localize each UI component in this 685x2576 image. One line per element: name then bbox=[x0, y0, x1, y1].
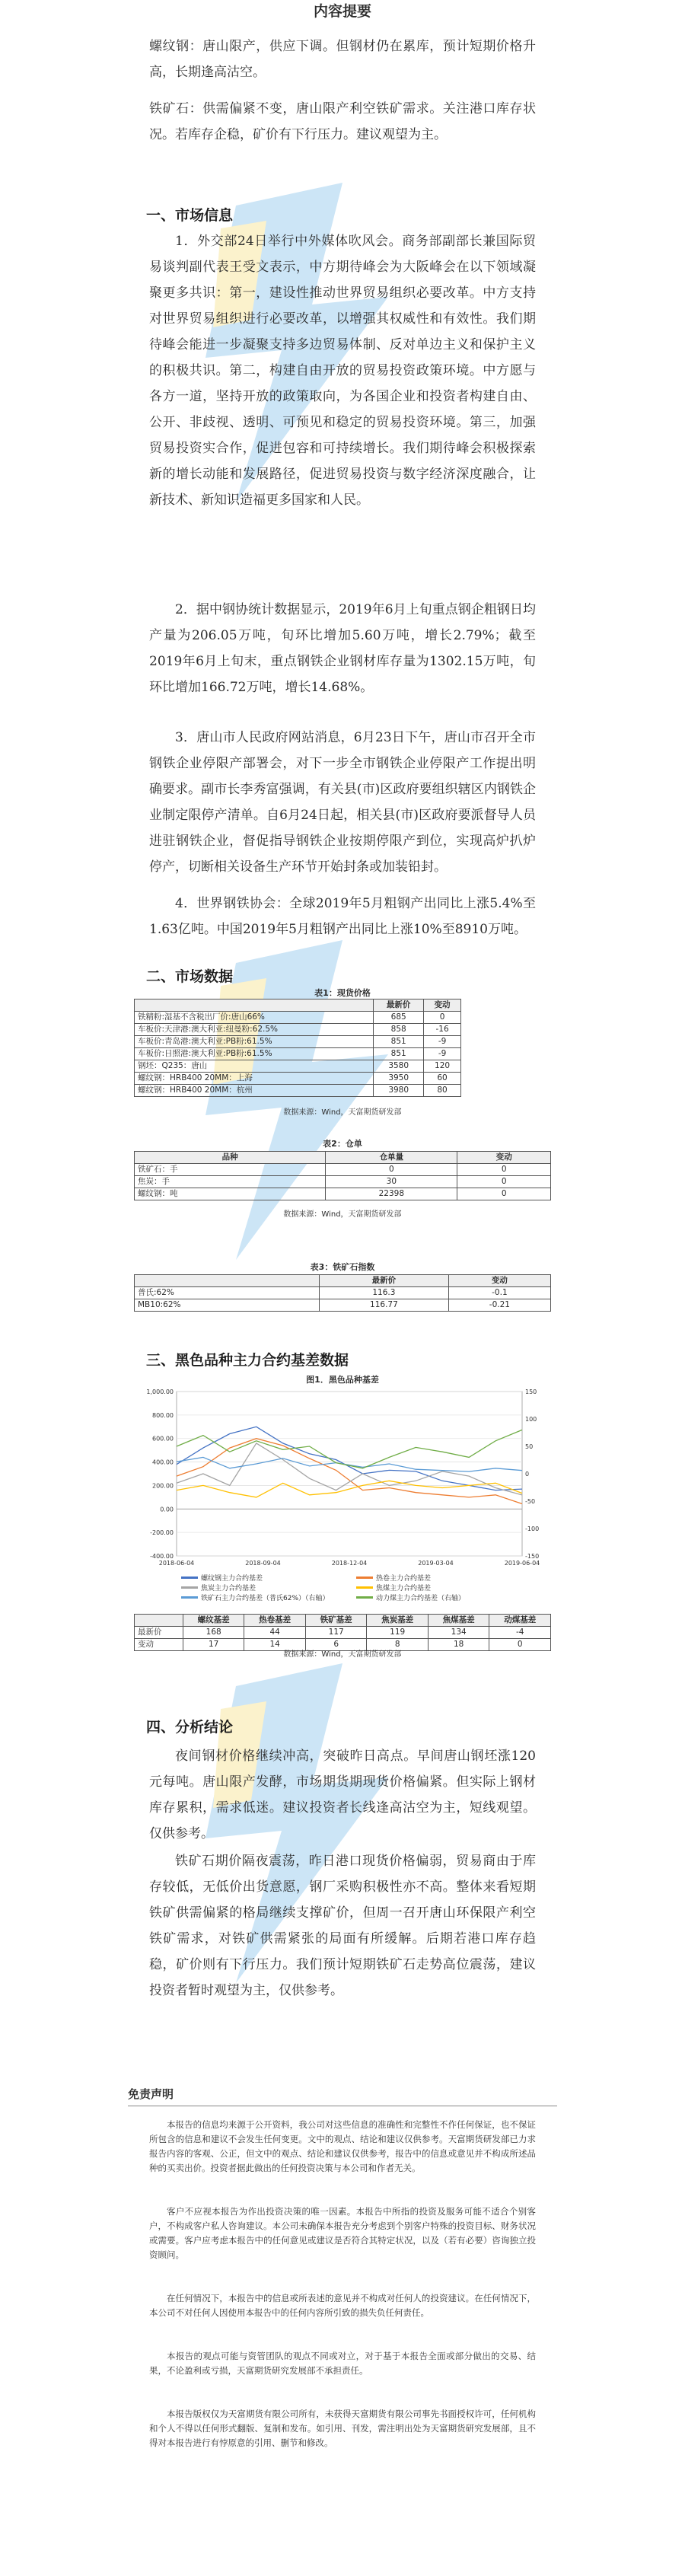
table-cell: 851 bbox=[374, 1036, 424, 1048]
y-tick-label-left: 0.00 bbox=[160, 1506, 174, 1513]
table-cell: 3580 bbox=[374, 1060, 424, 1073]
conclusion-p1: 夜间钢材价格继续冲高，突破昨日高点。早间唐山钢坯涨120元每吨。唐山限产发酵，市场期货期现货价格偏紧。但实际上钢材库存累积，需求低迷。建议投资者长线逢高沽空为主，短线观望。仅供参考。 bbox=[149, 1749, 536, 1841]
table-header-cell bbox=[135, 999, 374, 1012]
table-cell: 车板价:青岛港:澳大利亚:PB粉:61.5% bbox=[135, 1036, 374, 1048]
y-tick-label-left: 400.00 bbox=[152, 1459, 174, 1466]
table-cell: 0 bbox=[424, 1012, 461, 1024]
x-tick-label: 2019-06-04 bbox=[504, 1560, 540, 1567]
table-header-cell: 最新价 bbox=[320, 1275, 449, 1287]
table-cell: 14 bbox=[244, 1639, 306, 1651]
table-cell: 168 bbox=[183, 1627, 244, 1639]
y-tick-label-right: 0 bbox=[525, 1471, 530, 1478]
table-cell: 最新价 bbox=[135, 1627, 183, 1639]
table-header-cell: 品种 bbox=[135, 1152, 326, 1164]
table-cell: 车板价:日照港:澳大利亚:PB粉:61.5% bbox=[135, 1048, 374, 1060]
summary-title: 内容提要 bbox=[313, 3, 371, 20]
table-cell: 钢坯：Q235：唐山 bbox=[135, 1060, 374, 1073]
legend-label: 焦炭主力合约基差 bbox=[201, 1585, 256, 1592]
y-tick-label-left: -400.00 bbox=[150, 1553, 174, 1560]
table-row bbox=[135, 1287, 551, 1299]
legend-item bbox=[356, 1573, 431, 1583]
table-row bbox=[135, 1299, 551, 1312]
table-cell: 3950 bbox=[374, 1073, 424, 1085]
table-cell: 22398 bbox=[326, 1188, 457, 1200]
table-row bbox=[135, 1024, 461, 1036]
disclaimer-p4: 本报告的观点可能与资管团队的观点不同或对立，对于基于本报告全面或部分做出的交易、结果，不论盈利或亏损，天富期货研究发展部不承担责任。 bbox=[149, 2351, 536, 2376]
warrant-table bbox=[134, 1151, 551, 1200]
table-row bbox=[135, 1627, 551, 1639]
table-cell: 焦炭：手 bbox=[135, 1176, 326, 1188]
table-cell: 44 bbox=[244, 1627, 306, 1639]
table-row bbox=[135, 1085, 461, 1097]
table-header-row bbox=[135, 1275, 551, 1287]
table-header-cell: 变动 bbox=[457, 1152, 551, 1164]
y-tick-label-left: 600.00 bbox=[152, 1435, 174, 1443]
y-tick-label-right: 50 bbox=[525, 1443, 534, 1450]
table-cell: 30 bbox=[326, 1176, 457, 1188]
table-cell: 0 bbox=[489, 1639, 551, 1651]
market-info-p2: 2．据中钢协统计数据显示，2019年6月上旬重点钢企粗钢日均产量为206.05万吨，旬环比增加5.60万吨，增长2.79%；截至2019年6月上旬末，重点钢铁企业钢材库存量为1302.15万吨，旬环比增加166.72万吨，增长14.68%。 bbox=[149, 602, 536, 695]
disclaimer-p2: 客户不应视本报告为作出投资决策的唯一因素。本报告中所指的投资及服务可能不适合个别客户，不构成客户私人咨询建议。本公司未确保本报告充分考虑到个别客户特殊的投资目标、财务状况或需要。客户应考虑本报告中的任何意见或建议是否符合其特定状况，以及（若有必要）咨询独立投资顾问。 bbox=[149, 2206, 536, 2260]
x-tick-label: 2018-09-04 bbox=[245, 1560, 281, 1567]
table-cell: 变动 bbox=[135, 1639, 183, 1651]
table-header-cell bbox=[135, 1275, 320, 1287]
table-cell: 60 bbox=[424, 1073, 461, 1085]
basis-table-source: 数据来源：Wind，天富期货研发部 bbox=[283, 1650, 402, 1659]
table-cell: 0 bbox=[457, 1176, 551, 1188]
y-tick-label-left: 200.00 bbox=[152, 1482, 174, 1490]
table-cell: 螺纹钢：HRB400 20MM：上海 bbox=[135, 1073, 374, 1085]
table-cell: 0 bbox=[326, 1164, 457, 1176]
legend-swatch bbox=[356, 1596, 373, 1599]
spot-price-table bbox=[134, 999, 461, 1097]
x-tick-label: 2018-12-04 bbox=[331, 1560, 368, 1567]
table-cell: 116.77 bbox=[320, 1299, 449, 1312]
section-basis: 三、黑色品种主力合约基差数据 bbox=[146, 1352, 349, 1369]
table-row bbox=[135, 1048, 461, 1060]
table-cell: 6 bbox=[305, 1639, 367, 1651]
table-header-cell: 动煤基差 bbox=[489, 1615, 551, 1627]
y-tick-label-left: 1,000.00 bbox=[146, 1388, 174, 1395]
y-tick-label-left: 800.00 bbox=[152, 1411, 174, 1419]
legend-item bbox=[181, 1592, 330, 1602]
table-cell: 0 bbox=[457, 1188, 551, 1200]
legend-item bbox=[356, 1592, 465, 1602]
table-header-cell: 变动 bbox=[448, 1275, 550, 1287]
table-row bbox=[135, 1036, 461, 1048]
table-cell: -16 bbox=[424, 1024, 461, 1036]
table1-source: 数据来源：Wind，天富期货研发部 bbox=[283, 1108, 402, 1117]
table-header-cell: 热卷基差 bbox=[244, 1615, 306, 1627]
table2-source: 数据来源：Wind，天富期货研发部 bbox=[283, 1210, 402, 1219]
table-header-cell: 仓单量 bbox=[326, 1152, 457, 1164]
table-cell: 18 bbox=[428, 1639, 489, 1651]
table-cell: 685 bbox=[374, 1012, 424, 1024]
table-cell: 0 bbox=[457, 1164, 551, 1176]
legend-label: 螺纹钢主力合约基差 bbox=[201, 1575, 263, 1583]
table-cell: -4 bbox=[489, 1627, 551, 1639]
table-row bbox=[135, 1060, 461, 1073]
market-info-p4: 4．世界钢铁协会：全球2019年5月粗钢产出同比上涨5.4%至1.63亿吨。中国2019年5月粗钢产出同比上涨10%至8910万吨。 bbox=[149, 896, 536, 937]
table-header-row bbox=[135, 1615, 551, 1627]
table-cell: 117 bbox=[305, 1627, 367, 1639]
basis-summary-table bbox=[134, 1614, 551, 1651]
table-header-cell: 焦炭基差 bbox=[367, 1615, 429, 1627]
y-tick-label-right: -100 bbox=[525, 1526, 540, 1532]
legend-swatch bbox=[356, 1577, 373, 1579]
legend-swatch bbox=[181, 1577, 198, 1579]
table-cell: -0.21 bbox=[448, 1299, 550, 1312]
legend-label: 铁矿石主力合约基差（普氏62%）（右轴） bbox=[201, 1595, 330, 1602]
legend-item bbox=[356, 1583, 431, 1592]
table-cell: 螺纹钢：吨 bbox=[135, 1188, 326, 1200]
table-cell: 铁矿石：手 bbox=[135, 1164, 326, 1176]
x-tick-label: 2018-06-04 bbox=[158, 1560, 195, 1567]
table-header-row bbox=[135, 999, 461, 1012]
disclaimer-title: 免责声明 bbox=[128, 2087, 174, 2101]
y-tick-label-left: -200.00 bbox=[150, 1529, 174, 1537]
table-cell: 119 bbox=[367, 1627, 429, 1639]
table-row bbox=[135, 1176, 551, 1188]
market-info-p1: 1．外交部24日举行中外媒体吹风会。商务部副部长兼国际贸易谈判副代表王受文表示，中方期待峰会为大阪峰会在以下领域凝聚更多共识：第一，建设性推动世界贸易组织必要改革。中方支持对世界贸易组织进行必要改革，以增强其权威性和有效性。我们期待峰会能进一步凝聚支持多边贸易体制、反对单边主义和保护主义的积极共识。第二，构建自由开放的贸易投资政策环境。中方愿与各方一道，坚持开放的政策取向，为各国企业和投资者构建自由、公开、非歧视、透明、可预见和稳定的贸易投资环境。第三，加强贸易投资实合作，促进包容和可持续增长。我们期待峰会积极探索新的增长动能和发展路径，促进贸易投资与数字经济深度融合，让新技术、新知识造福更多国家和人民。 bbox=[149, 234, 536, 508]
table1-caption: 表1：现货价格 bbox=[314, 988, 371, 998]
table-row bbox=[135, 1188, 551, 1200]
table3-caption: 表3：铁矿石指数 bbox=[310, 1262, 375, 1272]
table-cell: 螺纹钢：HRB400 20MM：杭州 bbox=[135, 1085, 374, 1097]
table-cell: 134 bbox=[428, 1627, 489, 1639]
legend-swatch bbox=[181, 1596, 198, 1599]
table-cell: 851 bbox=[374, 1048, 424, 1060]
table-cell: 120 bbox=[424, 1060, 461, 1073]
summary-iron-ore: 铁矿石：供需偏紧不变，唐山限产利空铁矿需求。关注港口库存状况。若库存企稳，矿价有下行压力。建议观望为主。 bbox=[149, 101, 536, 142]
table-cell: 8 bbox=[367, 1639, 429, 1651]
table-cell: -9 bbox=[424, 1036, 461, 1048]
disclaimer-p3: 在任何情况下，本报告中的信息或所表述的意见并不构成对任何人的投资建议。在任何情况下，本公司不对任何人因使用本报告中的任何内容所引致的损失负任何责任。 bbox=[149, 2293, 536, 2318]
section-conclusion: 四、分析结论 bbox=[146, 1719, 234, 1736]
x-tick-label: 2019-03-04 bbox=[418, 1560, 454, 1567]
table-row bbox=[135, 1073, 461, 1085]
table-cell: 858 bbox=[374, 1024, 424, 1036]
table-header-cell bbox=[135, 1615, 183, 1627]
table-header-cell: 铁矿基差 bbox=[305, 1615, 367, 1627]
y-tick-label-right: -150 bbox=[525, 1553, 540, 1560]
conclusion-p2: 铁矿石期价隔夜震荡，昨日港口现货价格偏弱，贸易商由于库存较低，无低价出货意愿，钢厂采购积极性亦不高。整体来看短期铁矿供需偏紧的格局继续支撑矿价，但周一召开唐山环保限产利空铁矿需求，对铁矿供需紧张的局面有所缓解。后期若港口库存趋稳，矿价则有下行压力。我们预计短期铁矿石走势高位震荡，建议投资者暂时观望为主，仅供参考。 bbox=[149, 1854, 536, 1998]
table-header-cell: 螺纹基差 bbox=[183, 1615, 244, 1627]
chart-title: 图1．黑色品种基差 bbox=[306, 1375, 379, 1385]
legend-item bbox=[181, 1573, 263, 1583]
section-market-info: 一、市场信息 bbox=[146, 207, 234, 224]
disclaimer-p1: 本报告的信息均来源于公开资料，我公司对这些信息的准确性和完整性不作任何保证，也不保证所包含的信息和建议不会发生任何变更。文中的观点、结论和建议仅供参考。天富期货研发部已力求报告内容的客观、公正，但文中的观点、结论和建议仅供参考，报告中的信息或意见并不构成所述品种的买卖出价。投资者据此做出的任何投资决策与本公司和作者无关。 bbox=[149, 2119, 536, 2173]
legend-swatch bbox=[356, 1586, 373, 1589]
table-header-cell: 焦煤基差 bbox=[428, 1615, 489, 1627]
table-header-row bbox=[135, 1152, 551, 1164]
table-header-cell: 变动 bbox=[424, 999, 461, 1012]
table-cell: 80 bbox=[424, 1085, 461, 1097]
legend-label: 动力煤主力合约基差（右轴） bbox=[376, 1595, 466, 1602]
legend-swatch bbox=[181, 1586, 198, 1589]
plot-area bbox=[177, 1392, 522, 1556]
table-row bbox=[135, 1012, 461, 1024]
table2-caption: 表2：仓单 bbox=[323, 1139, 362, 1149]
table-row bbox=[135, 1164, 551, 1176]
table-cell: 车板价:天津港:澳大利亚:纽曼粉:62.5% bbox=[135, 1024, 374, 1036]
table-header-cell: 最新价 bbox=[374, 999, 424, 1012]
y-tick-label-right: 150 bbox=[525, 1388, 537, 1395]
legend-item bbox=[181, 1583, 256, 1592]
market-info-p3: 3．唐山市人民政府网站消息，6月23日下午，唐山市召开全市钢铁企业停限产部署会，对下一步全市钢铁企业停限产工作提出明确要求。副市长李秀富强调，有关县(市)区政府要组织辖区内钢铁企业制定限停产清单。自6月24日起，相关县(市)区政府要派督导人员进驻钢铁企业，督促指导钢铁企业按期停限产到位，实现高炉扒炉停产，切断相关设备生产环节开始封条或加装铅封。 bbox=[149, 730, 536, 875]
table-cell: -9 bbox=[424, 1048, 461, 1060]
ore-index-table bbox=[134, 1274, 551, 1312]
disclaimer-p5: 本报告版权仅为天富期货有限公司所有，未获得天富期货有限公司事先书面授权许可，任何机构和个人不得以任何形式翻版、复制和发布。如引用、刊发，需注明出处为天富期货研究发展部，且不得对本报告进行有悖原意的引用、删节和修改。 bbox=[149, 2409, 536, 2448]
y-tick-label-right: 100 bbox=[525, 1416, 537, 1423]
table-cell: 17 bbox=[183, 1639, 244, 1651]
table-cell: 铁精粉:湿基不含税出厂价:唐山66% bbox=[135, 1012, 374, 1024]
summary-rebar: 螺纹钢：唐山限产，供应下调。但钢材仍在累库，预计短期价格升高，长期逢高沽空。 bbox=[149, 39, 536, 80]
legend-label: 焦煤主力合约基差 bbox=[376, 1585, 432, 1592]
y-tick-label-right: -50 bbox=[525, 1498, 536, 1505]
legend-label: 热卷主力合约基差 bbox=[376, 1575, 432, 1583]
table-cell: 普氏:62% bbox=[135, 1287, 320, 1299]
table-cell: -0.1 bbox=[448, 1287, 550, 1299]
section-market-data: 二、市场数据 bbox=[146, 968, 234, 985]
table-cell: MB10:62% bbox=[135, 1299, 320, 1312]
table-cell: 116.3 bbox=[320, 1287, 449, 1299]
table-cell: 3980 bbox=[374, 1085, 424, 1097]
